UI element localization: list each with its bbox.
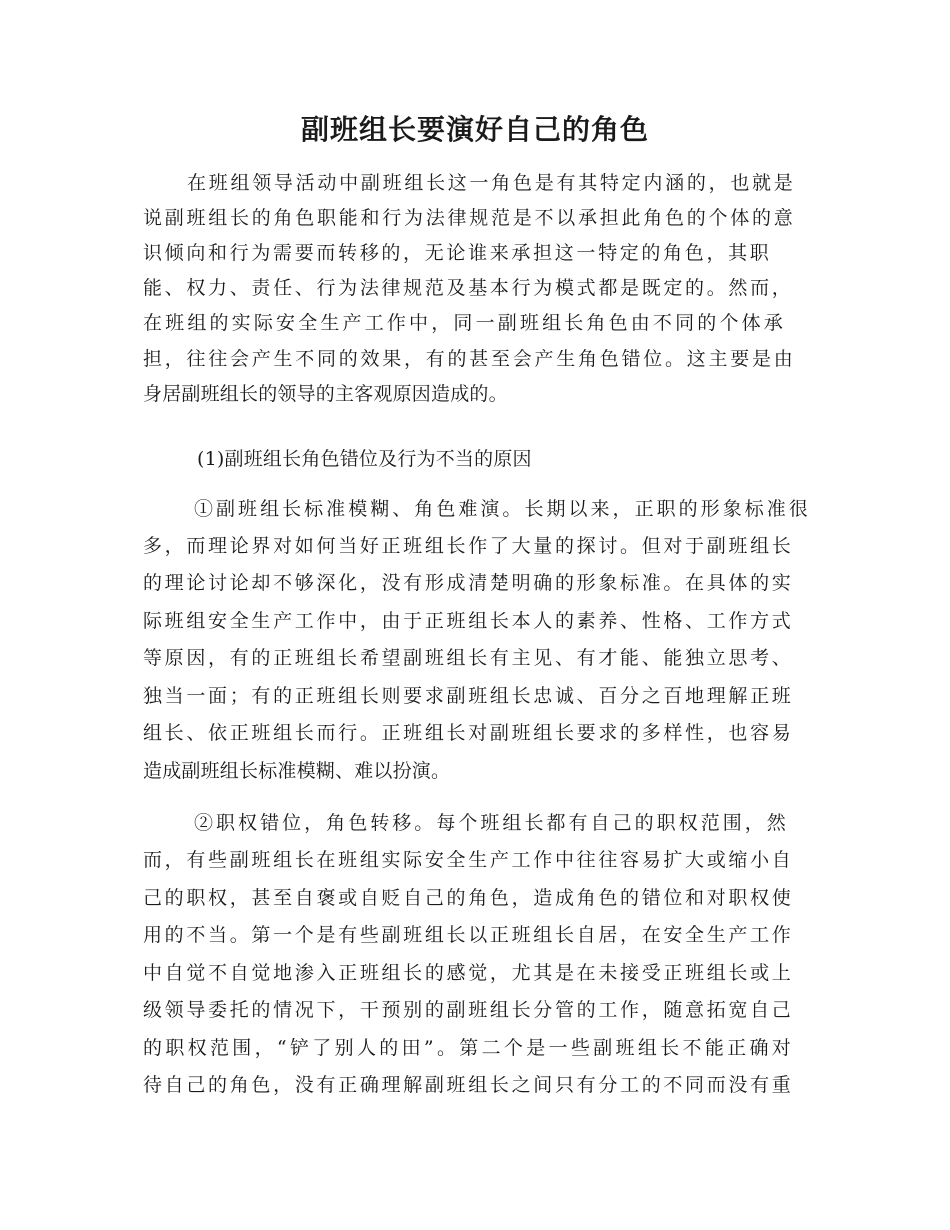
text-line: 等原因，有的正班组长希望副班组长有主见、有才能、能独立思考、 (143, 647, 791, 669)
section-heading-text: (1)副班组长角色错位及行为不当的原因 (197, 448, 532, 470)
text-line: 际班组安全生产工作中，由于正班组长本人的素养、性格、工作方式 (143, 610, 791, 632)
text-line: 说副班组长的角色职能和行为法律规范是不以承担此角色的个体的意 (143, 207, 793, 229)
text-line: 用的不当。第一个是有些副班组长以正班组长自居，在安全生产工作 (143, 924, 791, 946)
text-line: 而，有些副班组长在班组实际安全生产工作中往往容易扩大或缩小自 (143, 849, 791, 871)
text-line: ①副班组长标准模糊、角色难演。长期以来，正职的形象标准很 (194, 498, 808, 520)
text-line: 造成副班组长标准模糊、难以扮演。 (143, 760, 451, 782)
text-line: 在班组的实际安全生产工作中，同一副班组长角色由不同的个体承 (143, 312, 783, 334)
text-line: ②职权错位，角色转移。每个班组长都有自己的职权范围，然 (194, 812, 786, 834)
page-title: 副班组长要演好自己的角色 (300, 113, 649, 146)
text-line: 级领导委托的情况下，干预别的副班组长分管的工作，随意拓宽自己 (143, 999, 791, 1021)
text-line: 能、权力、责任、行为法律规范及基本行为模式都是既定的。然而， (143, 277, 791, 299)
text-line: 己的职权，甚至自褒或自贬自己的角色，造成角色的错位和对职权使 (143, 887, 791, 909)
text-line: 独当一面；有的正班组长则要求副班组长忠诚、百分之百地理解正班 (143, 685, 791, 707)
text-line: 担，往往会产生不同的效果，有的甚至会产生角色错位。这主要是由 (143, 348, 793, 370)
text-line: 识倾向和行为需要而转移的，无论谁来承担这一特定的角色，其职 (143, 242, 769, 264)
text-line: 多，而理论界对如何当好正班组长作了大量的探讨。但对于副班组长 (143, 535, 791, 557)
text-line: 中自觉不自觉地渗入正班组长的感觉，尤其是在未接受正班组长或上 (143, 962, 791, 984)
text-line: 的理论讨论却不够深化，没有形成清楚明确的形象标准。在具体的实 (143, 572, 791, 594)
text-line: 身居副班组长的领导的主客观原因造成的。 (143, 383, 508, 405)
text-line: 的职权范围，“铲了别人的田”。第二个是一些副班组长不能正确对 (143, 1037, 791, 1059)
text-line: 组长、依正班组长而行。正班组长对副班组长要求的多样性，也容易 (143, 722, 791, 744)
text-line: 在班组领导活动中副班组长这一角色是有其特定内涵的，也就是 (187, 172, 793, 194)
text-line: 待自己的角色，没有正确理解副班组长之间只有分工的不同而没有重 (143, 1074, 791, 1096)
